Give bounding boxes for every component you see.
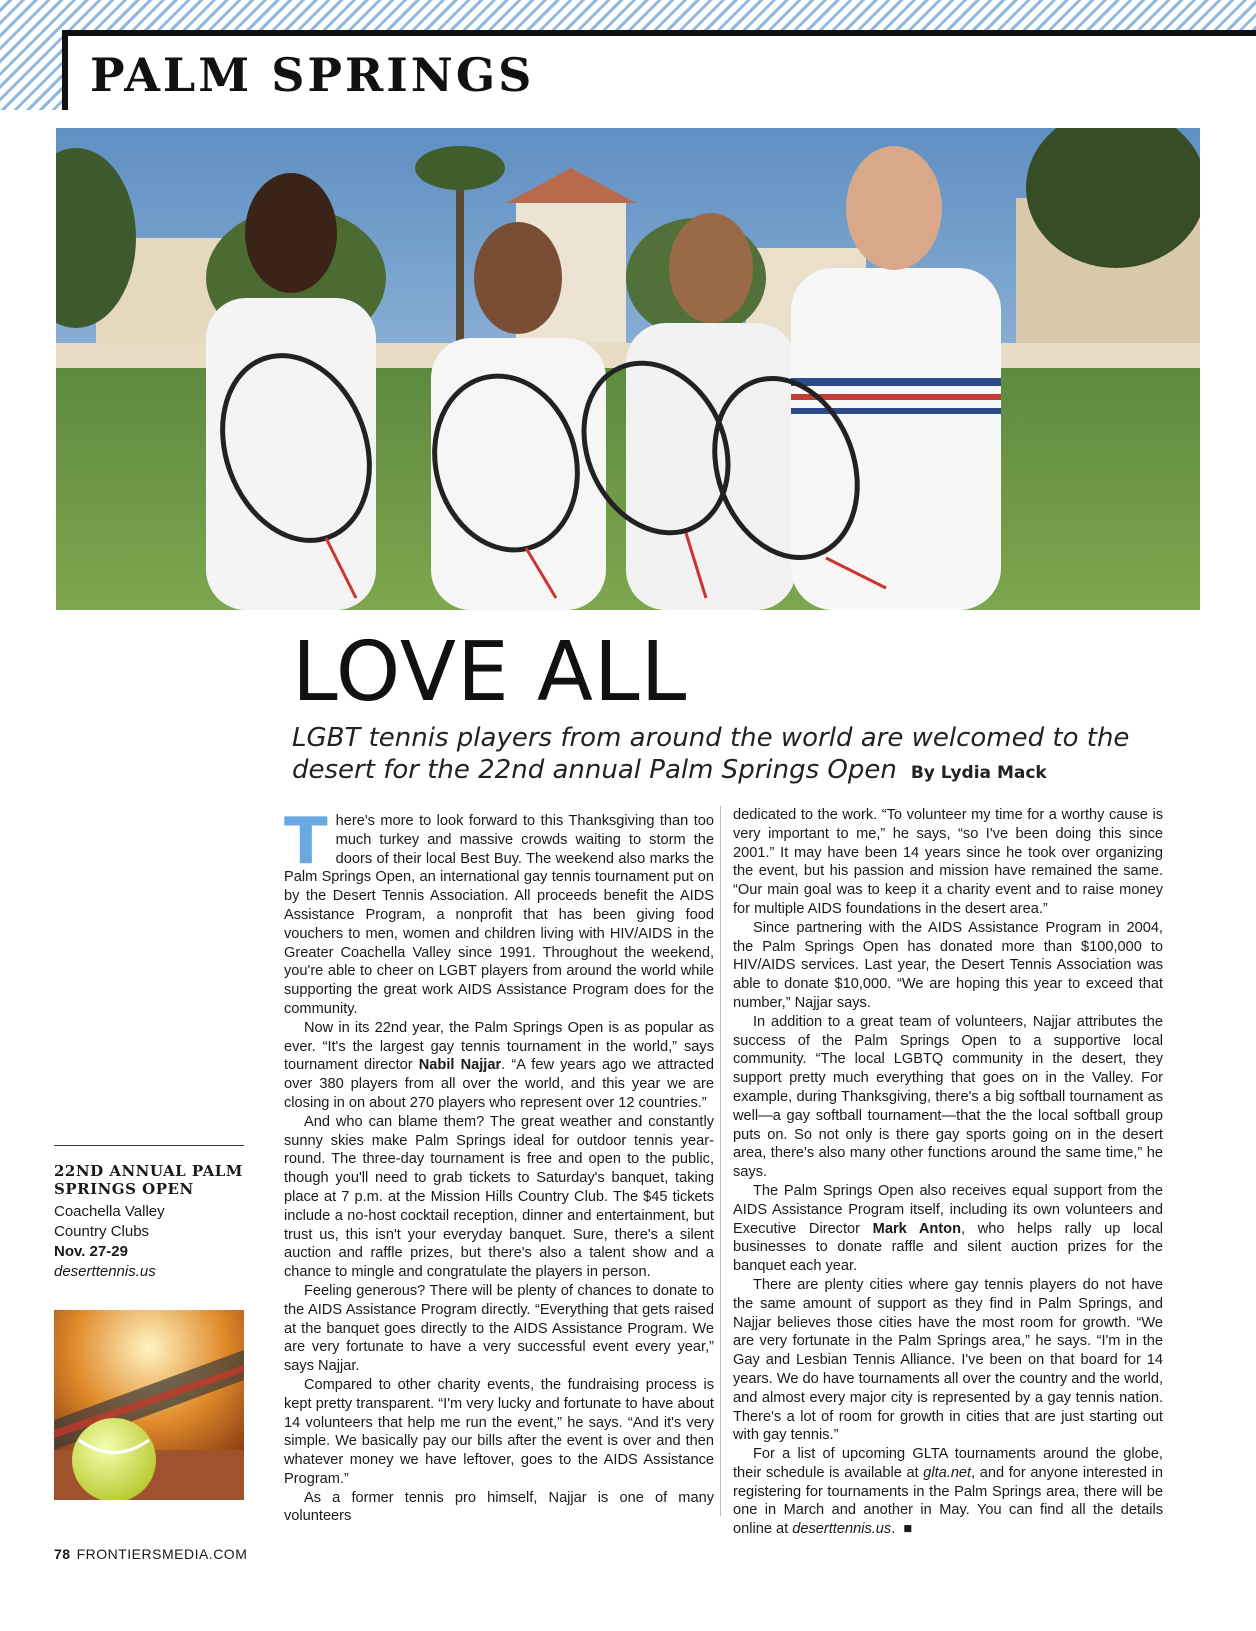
paragraph-text: Now in its 22nd year, the Palm Springs Open is as popular as ever. “It's the largest gay tennis tournament in the world,” says tournament director [284,1019,714,1074]
paragraph [284,1019,714,1113]
paragraph: As a former tennis pro himself, Najjar is one of many volunteers [284,1489,714,1525]
paragraph-text: , who helps rally up local businesses to donate raffle and silent auction prizes for the banquet each year. [733,1220,1163,1275]
paragraph: Since partnering with the AIDS Assistance Program in 2004, the Palm Springs Open has donated more than $100,000 to HIV/AIDS services. Last year, the Desert Tennis Association was able to donate $10,000. “We are hoping this year to exceed that number,” Najjar says. [733,919,1163,1011]
article-dek [292,722,1172,789]
paragraph: Compared to other charity events, the fundraising process is kept pretty transparent. “I'm very lucky and fortunate to have about 14 volunteers that help me run the event,” he says. “And it's very simple. We basically pay our bills after the event is over and then whatever money we have leftover, goes to the AIDS Assistance Program.” [284,1376,714,1487]
paragraph-text: here's more to look forward to this Thanksgiving than too much turkey and massive crowds waiting to storm the doors of their local Best Buy. The weekend also marks the Palm Springs Open, an international gay tennis tournament put on by the Desert Tennis Association. All proceeds benefit the AIDS Assistance Program, a nonprofit that has been giving food vouchers to men, women and children living with HIV/AIDS in the Greater Coachella Valley since 1991. Throughout the weekend, you're able to cheer on LGBT players from around the world while supporting the great work AIDS Assistance Program does for the community. [284,813,714,1017]
byline: By Lydia Mack [910,763,1047,783]
article-headline: LOVE ALL [292,625,688,720]
paragraph-text: . “A few years ago we attracted over 380 players from all over the world, and this year we are closing in on about 270 players who represent over 12 countries.” [284,1057,715,1111]
dek-text: LGBT tennis players from around the world are welcomed to the desert for the 22nd annual Palm Springs Open [292,723,1130,785]
sidebar-rule [54,1145,244,1146]
page-folio [54,1546,247,1562]
paragraph: In addition to a great team of volunteers, Najjar attributes the success of the Palm Springs Open to a supportive local community. “The local LGBTQ community in the desert, they support pretty much everything that goes on in the Valley. For example, during Thanksgiving, there's a big softball tournament as well—a gay softball tournament—that the the local softball group puts on. So not only is there gay sports going on in the desert area, there's also many other functions around the same time,” he says. [733,1013,1163,1181]
event-venue-line2: Country Clubs [54,1223,150,1240]
paragraph: Feeling generous? There will be plenty of chances to donate to the AIDS Assistance Program directly. “Everything that gets raised at the banquet goes directly to the AIDS Assistance Program. We are very fortunate to have a very successful event every year,” says Najjar. [284,1282,714,1375]
section-label: PALM SPRINGS [90,48,535,102]
paragraph-text: For a list of upcoming GLTA tournaments around the globe, their schedule is available at [733,1446,1163,1481]
paragraph-text: The Palm Springs Open also receives equal support from the AIDS Assistance Program itself, including its own volunteers and Executive Director [733,1182,1163,1237]
person-name: Mark Anton [872,1220,961,1237]
event-venue-line1: Coachella Valley [54,1203,165,1220]
paragraph: And who can blame them? The great weather and constantly sunny skies make Palm Springs ideal for outdoor tennis year-round. The three-day tournament is free and open to the public, though you'll need to grab tickets to Saturday's banquet, taking place at 7 p.m. at the Mission Hills Country Club. The $45 tickets include a no-host cocktail reception, dinner and entertainment, but trust us, this isn't your everyday banquet. Sure, there's a silent auction and raffle prizes, but there's also a talent show and a chance to mingle and congratulate the players in person. [284,1113,714,1281]
page-number: 78 [54,1546,71,1562]
drop-cap: T [284,805,328,879]
paragraph-text: , and for anyone interested in registering for tournaments in the Palm Springs area, there will be one in March and another in May. You can find all the details online at [733,1464,1163,1538]
paragraph: There are plenty cities where gay tennis players do not have the same amount of support as they find in Palm Springs, and Najjar believes those cities have the most room for growth. “We are very fortunate in the Palm Springs area,” he says. “I'm in the Gay and Lesbian Tennis Alliance. I've been on that board for 14 years. We do have tournaments all over the country and the world, and almost every major city is represented by a gay tennis nation. There's a lot of room for growth in cities that are just starting out with gay tennis.” [733,1276,1163,1444]
body-column-left [284,805,715,1526]
hero-photo [56,128,1200,610]
body-column-right [733,806,1163,1539]
paragraph [733,1182,1163,1276]
event-dates: Nov. 27-29 [54,1243,128,1260]
column-divider [720,806,721,1516]
event-info-sidebar [54,1162,244,1282]
site-name: FRONTIERSMEDIA.COM [76,1546,248,1562]
person-name: Nabil Najjar [418,1057,502,1074]
end-mark: ■ [903,1521,913,1538]
paragraph-text: . [891,1521,896,1538]
event-url[interactable]: deserttennis.us [54,1263,156,1280]
event-title: 22ND ANNUAL PALM SPRINGS OPEN [54,1162,243,1198]
paragraph: dedicated to the work. “To volunteer my time for a worthy cause is very important to me,” he says, “so I've been doing this since 2001.” It may have been 14 years since he took over organizing the event, but his passion and mission have remained the same. “Our main goal was to keep it a charity event and to raise money for multiple AIDS foundations in the desert area.” [733,807,1163,917]
deserttennis-link[interactable]: deserttennis.us [792,1521,892,1538]
tennis-ball-photo [54,1310,244,1500]
paragraph [284,805,714,1019]
glta-link[interactable]: glta.net [923,1464,972,1481]
paragraph [733,1445,1163,1539]
